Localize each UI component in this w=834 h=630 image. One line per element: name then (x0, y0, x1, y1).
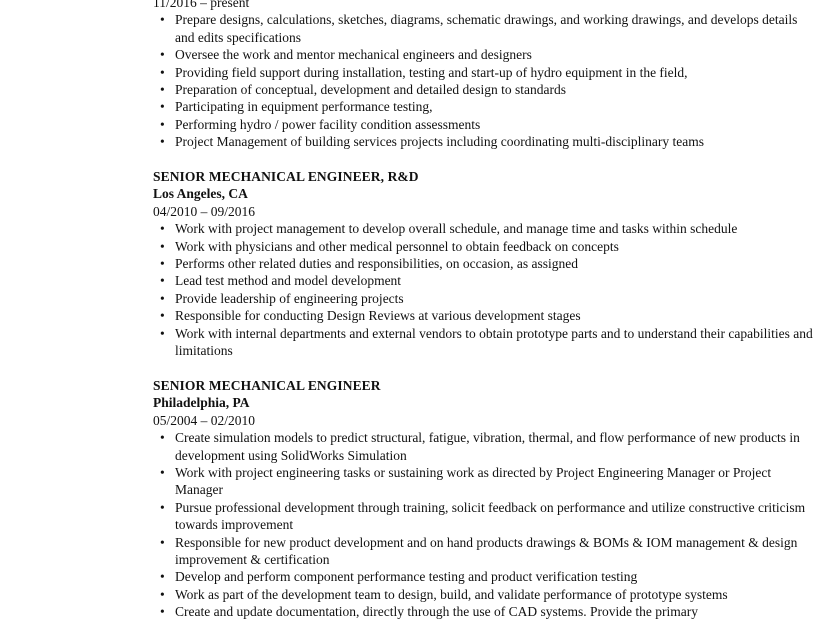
bullet-icon: • (160, 273, 165, 289)
job-0-bullet: • Providing field support during installation, testing and start-up of hydro equipment in the field, (160, 64, 688, 80)
job-0-section (153, 11, 834, 150)
job-2-bullet: • Responsible for new product development and on hand products drawings & BOMs & IOM management & design improvement & certification (160, 534, 798, 567)
bullet-icon: • (160, 325, 165, 341)
job-0-bullet-list (153, 11, 834, 150)
bullet-icon: • (160, 290, 165, 306)
bullet-icon: • (160, 47, 165, 63)
bullet-icon: • (160, 238, 165, 254)
bullet-icon: • (160, 308, 165, 324)
job-1-bullet-list (153, 220, 834, 359)
job-0-bullet: • Project Management of building services projects including coordinating multi-disciplinary teams (160, 134, 704, 150)
job-1-title: SENIOR MECHANICAL ENGINEER, R&D (153, 169, 419, 185)
bullet-icon: • (160, 430, 165, 446)
job-0-bullet: • Prepare designs, calculations, sketches, diagrams, schematic drawings, and working drawings, and develops details and edits specifications (160, 12, 798, 45)
job-2-section (153, 377, 834, 621)
bullet-icon: • (160, 464, 165, 480)
job-1-bullet: • Performs other related duties and responsibilities, on occasion, as assigned (160, 256, 579, 272)
job-1-dates: 04/2010 – 09/2016 (153, 203, 256, 219)
bullet-icon: • (160, 64, 165, 80)
job-2-bullet: • Create and update documentation, directly through the use of CAD systems. Provide the primary (160, 604, 698, 620)
job-2-bullet: • Work with project engineering tasks or sustaining work as directed by Project Engineering Manager or Project Manager (160, 464, 772, 498)
job-2-bullet: • Create simulation models to predict structural, fatigue, vibration, thermal, and flow performance of new products in development using SolidWorks Simulation (160, 430, 800, 463)
job-1-bullet: • Provide leadership of engineering projects (160, 290, 404, 306)
bullet-icon: • (160, 499, 165, 515)
job-1-section (153, 168, 834, 359)
bullet-icon: • (160, 534, 165, 550)
bullet-icon: • (160, 586, 165, 602)
job-0-bullet: • Participating in equipment performance testing, (160, 99, 433, 115)
job-1-bullet: • Lead test method and model development (160, 273, 402, 289)
job-0-dates: 11/2016 – present (153, 0, 250, 10)
job-0-bullet: • Preparation of conceptual, development and detailed design to standards (160, 82, 566, 98)
job-1-bullet: • Responsible for conducting Design Reviews at various development stages (160, 308, 581, 324)
job-0-bullet: • Oversee the work and mentor mechanical engineers and designers (160, 47, 532, 63)
job-1-bullet: • Work with physicians and other medical personnel to obtain feedback on concepts (160, 238, 619, 254)
bullet-icon: • (160, 82, 165, 98)
bullet-icon: • (160, 221, 165, 237)
job-1-bullet: • Work with internal departments and external vendors to obtain prototype parts and to understand their capabilities and limitations (160, 325, 813, 359)
bullet-icon: • (160, 12, 165, 28)
bullet-icon: • (160, 134, 165, 150)
job-0-bullet: • Performing hydro / power facility condition assessments (160, 116, 481, 132)
job-2-bullet: • Pursue professional development through training, solicit feedback on performance and utilize constructive criticism towards improvement (160, 499, 806, 533)
job-2-bullet: • Work as part of the development team to design, build, and validate performance of prototype systems (160, 586, 728, 602)
job-2-location: Philadelphia, PA (153, 395, 250, 411)
job-2-bullet-list (153, 429, 834, 620)
bullet-icon: • (160, 604, 165, 620)
job-2-title: SENIOR MECHANICAL ENGINEER (153, 377, 381, 393)
bullet-icon: • (160, 256, 165, 272)
bullet-icon: • (160, 99, 165, 115)
job-2-bullet: • Develop and perform component performance testing and product verification testing (160, 569, 638, 585)
job-2-dates: 05/2004 – 02/2010 (153, 412, 256, 428)
bullet-icon: • (160, 116, 165, 132)
bullet-icon: • (160, 569, 165, 585)
job-1-location: Los Angeles, CA (153, 186, 248, 202)
job-1-bullet: • Work with project management to develop overall schedule, and manage time and tasks within schedule (160, 221, 738, 237)
